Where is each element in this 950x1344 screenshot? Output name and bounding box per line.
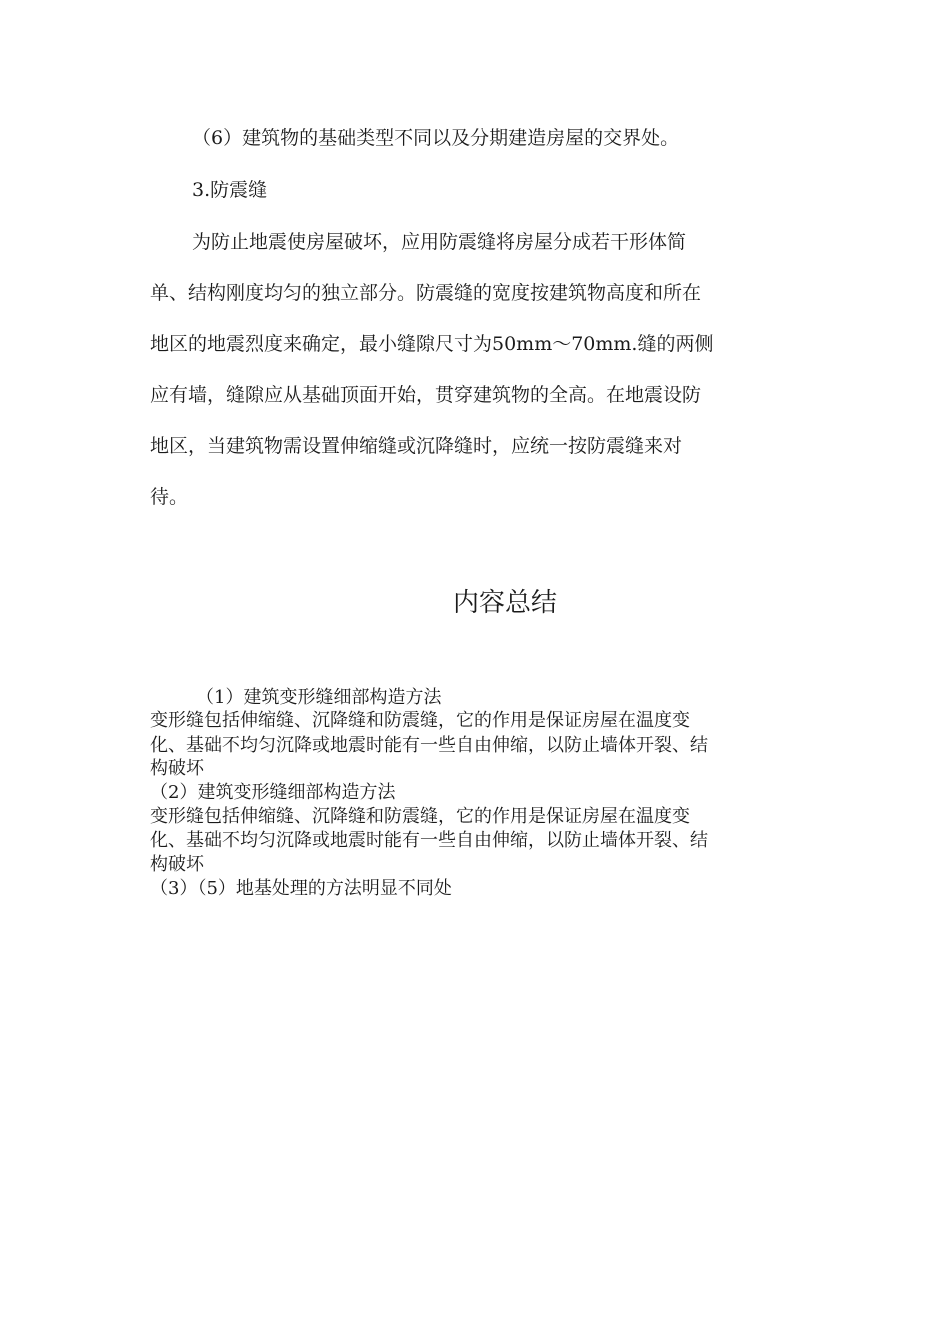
summary-line-6: 变形缝包括伸缩缝、沉降缝和防震缝，它的作用是保证房屋在温度变 xyxy=(150,806,690,827)
item-6-text: （6）建筑物的基础类型不同以及分期建造房屋的交界处。 xyxy=(192,127,680,149)
paragraph-line-3: 地区的地震烈度来确定，最小缝隙尺寸为50mm～70mm.缝的两侧 xyxy=(150,333,714,355)
summary-line-1: （1）建筑变形缝细部构造方法 xyxy=(196,687,442,708)
paragraph-line-1: 为防止地震使房屋破坏，应用防震缝将房屋分成若干形体简 xyxy=(192,231,687,253)
paragraph-line-6: 待。 xyxy=(150,486,189,508)
summary-line-8: 构破坏 xyxy=(150,854,204,875)
summary-line-2: 变形缝包括伸缩缝、沉降缝和防震缝，它的作用是保证房屋在温度变 xyxy=(150,710,690,731)
summary-line-4: 构破坏 xyxy=(150,758,204,779)
paragraph-line-5: 地区，当建筑物需设置伸缩缝或沉降缝时，应统一按防震缝来对 xyxy=(150,435,683,457)
summary-title: 内容总结 xyxy=(452,588,557,618)
paragraph-line-2: 单、结构刚度均匀的独立部分。防震缝的宽度按建筑物高度和所在 xyxy=(150,282,702,304)
subheading-seismic-joint: 3.防震缝 xyxy=(192,179,268,201)
summary-line-7: 化、基础不均匀沉降或地震时能有一些自由伸缩，以防止墙体开裂、结 xyxy=(150,830,708,851)
summary-line-9: （3）（5）地基处理的方法明显不同处 xyxy=(150,878,452,899)
paragraph-line-4: 应有墙，缝隙应从基础顶面开始，贯穿建筑物的全高。在地震设防 xyxy=(150,384,702,406)
summary-line-3: 化、基础不均匀沉降或地震时能有一些自由伸缩，以防止墙体开裂、结 xyxy=(150,735,708,756)
summary-line-5: （2）建筑变形缝细部构造方法 xyxy=(150,782,396,803)
